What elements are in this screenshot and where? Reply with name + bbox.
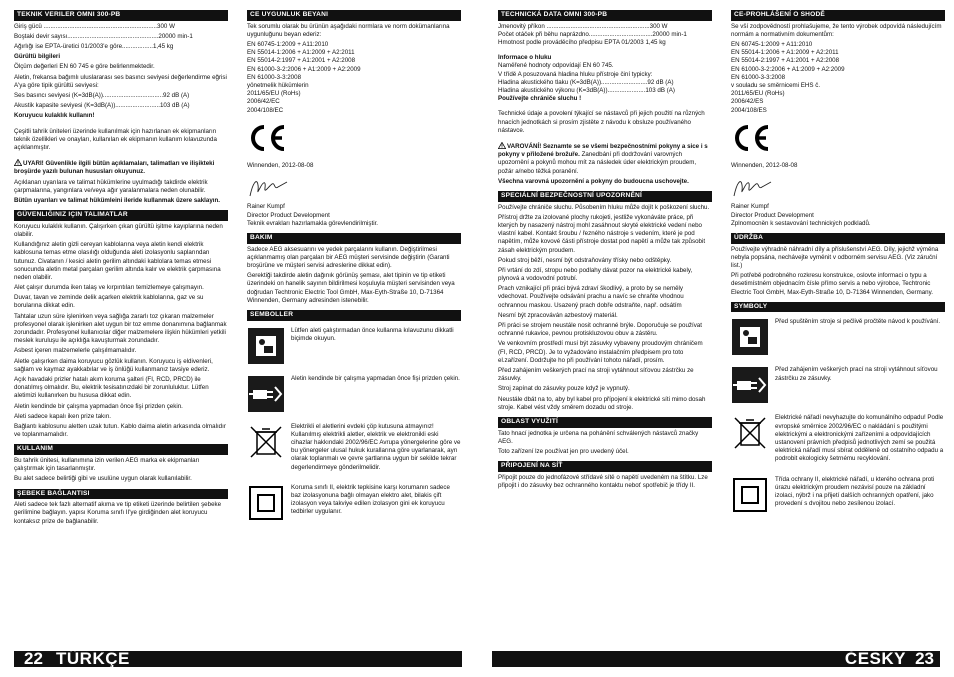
class-ii-square-icon xyxy=(247,484,285,522)
place-date: Winnenden, 2012-08-08 xyxy=(247,161,314,169)
ce-line: 2004/108/EC xyxy=(247,106,284,114)
symbol-row xyxy=(247,327,461,365)
warning-keep-text: Všechna varovná upozornění a pokyny do budoucna uschovejte. xyxy=(498,177,689,185)
safety-para: Asbest içeren malzemelerle çalışılmamalıdır. xyxy=(14,347,137,355)
safety-para: Tahtalar uzun süre işlenirken veya sağlığa zararlı toz çıkaran malzemeler profesyonel olarak işlenirken alet uygun bir toz emme donanımına bağlanmak zorundadır. Profesyonel kullanıcılar diğer malzemelere ilişkin hükümleri yetkili meslek kuruluşu ile açıklığa kavuşturmak zorundadır. xyxy=(14,312,227,345)
warning-bold-text: UYARI! Güvenlikle ilgili bütün açıklamaları, talimatları ve ilişikteki broşürde yazılı bulunan hususları okuyunuz. xyxy=(14,160,215,176)
safety-para: Stroj zapínat do zásuvky pouze když je vypnutý. xyxy=(498,385,630,393)
noise-line: V třídě A posuzovaná hladina hluku přístroje činí typicky: xyxy=(498,70,653,78)
tech-data-header: TECHNICKÁ DATA OMNI 300-PB xyxy=(498,10,712,21)
symbol-text: Koruma sınıfı II, elektrik tepkisine karşı korumanın sadece baz izolasyonuna bağlı olmayan elektro alet, bilakis çift izolasyon veya takviye edilen izolasyon gini ek koruyucu tedbirler uygulanır. xyxy=(291,483,450,516)
tech-line: Giriş gücü ..................................................................300 W xyxy=(14,22,175,30)
safety-header: SPECIÁLNÍ BEZPEČNOSTNÍ UPOZORNĚNÍ xyxy=(498,191,712,202)
safety-para: Ve venkovním prostředí musí být zásuvky vybaveny proudovým chráničem (FI, RCD, PRCD). Je to vyžadováno instalačním předpisem pro toto el.zařízení. Dodržujte ho při používání tohoto nářadí, prosím. xyxy=(498,340,703,364)
safety-header: GÜVENLIĞINIZ IÇIN TALIMATLAR xyxy=(14,210,228,221)
ce-section xyxy=(247,23,461,228)
tech-line: Gürültü bilgileri xyxy=(14,53,61,61)
symbol-row xyxy=(247,375,461,413)
ce-line: 2011/65/EU (RoHs) xyxy=(247,90,301,98)
language-label: ČESKY xyxy=(844,649,906,668)
ce-mark-icon xyxy=(731,123,771,153)
noise-line: Naměřené hodnoty odpovídají EN 60 745. xyxy=(498,62,614,70)
right-column-2 xyxy=(731,10,945,524)
ce-line: Se vší zodpovědností prohlašujeme, že tento výrobek odpovídá následujícím normám a normativním dokumentům: xyxy=(731,22,942,38)
safety-section xyxy=(498,204,712,412)
noise-title: Informace o hluku xyxy=(498,54,552,62)
safety-para: Pokud stroj běží, nesmí být odstraňovány třísky nebo odštěpky. xyxy=(498,256,672,264)
symbol-row xyxy=(731,476,945,514)
symbol-text: Třída ochrany II, elektrické nářadí, u kterého ochrana proti úrazu elektrickým proudem nezávisí pouze na základní izolaci, nýbrž i na přijetí dalších ochranných opatření, jako provedení s dvojitou nebo zesílenou izolací. xyxy=(775,475,935,508)
ce-line: EN 55014-1:2006 + A1:2009 + A2:2011 xyxy=(247,49,355,57)
warning-bold-text: VAROVÁNÍ! Seznamte se se všemi bezpečnostními pokyny a sice i s pokyny v přiložené brožuře. xyxy=(498,142,708,159)
safety-para: Kullandığınız aletin gizli cereyan kablolarına veya aletin kendi elektrik kablosuna temas etme olasılığı olduğunda aleti izolasyonlu saplarından tutunuz. Civatanın / kesici aletin gerilim altındaki kablolara temas etmesi sonucunda aletin metal parçaları gerilim altında kalır ve elektrik çarpmasına neden olabilir. xyxy=(14,241,221,281)
tech-line: Ağırlığı ise EPTA-üretici 01/2003'e göre..................1,45 kg xyxy=(14,43,174,51)
noise-line: Používejte chrániče sluchu ! xyxy=(498,95,582,103)
symbol-row xyxy=(731,366,945,404)
ce-line: Tek sorumlu olarak bu ürünün aşağıdaki normlara ve norm dokümanlarına uygunluğunu beyan ederiz: xyxy=(247,22,450,38)
ce-line: EN 61000-3-3:2008 xyxy=(731,73,786,81)
signer-name: Rainer Kumpf xyxy=(247,203,285,211)
safety-section xyxy=(14,223,228,440)
mains-header: ŞEBEKE BAĞLANTISI xyxy=(14,489,228,500)
ce-line: EN 60745-1:2009 + A11:2010 xyxy=(731,41,813,49)
safety-para: Před zahájením veškerých prací na stroji vytáhnout síťovou zástrčku ze zásuvky. xyxy=(498,366,694,383)
usage-para: Bu alet sadece belirtiği gibi ve usulüne uygun olarak kullanılabilir. xyxy=(14,475,192,483)
safety-para: Duvar, tavan ve zeminde delik açarken elektrik kablolarına, gaz ve su borularına dikkat edin. xyxy=(14,294,204,310)
ce-line: EN 61000-3-2:2006 + A1:2009 + A2:2009 xyxy=(731,65,845,73)
ce-line: 2006/42/EC xyxy=(247,98,280,106)
ce-line: EN 55014-2:1997 + A1:2001 + A2:2008 xyxy=(247,57,356,65)
usage-para: Toto zařízení lze používat jen pro uvedený účel. xyxy=(498,447,629,455)
ce-mark-icon xyxy=(247,123,287,153)
safety-para: Používejte chrániče sluchu. Působením hluku může dojít k poškození sluchu. xyxy=(498,203,710,211)
symbol-text: Lütfen aleti çalıştırmadan önce kullanma kılavuzunu dikkatli biçimde okuyun. xyxy=(291,326,454,342)
maintenance-para: Sadece AEG aksesuarını ve yedek parçalarını kullanın. Değiştirilmesi açıklanmamış olan parçaları bir AEG müşteri servisinde değiştirin (Garanti broşürüne ve müşteri servisi adreslerine dikkat edin). xyxy=(247,245,450,269)
safety-para: Açık havadaki prizler hatalı akım koruma şalteri (FI, RCD, PRCD) ile donatılmış olmalıdır. Bu, elektrik tesisatınızdaki bir zorunluluktur. Lütfen aletimizi kullanırken bu hususa dikkat edin. xyxy=(14,375,209,400)
signer-name: Rainer Kumpf xyxy=(731,203,769,211)
right-page xyxy=(484,10,954,677)
read-manual-icon xyxy=(247,327,285,365)
ce-line: 2006/42/ES xyxy=(731,98,764,106)
mains-text: Aleti sadece tek fazlı alternatif akıma ve tip etiketi üzerinde belirtilen şebeke gerilimine bağlayın. yapısı Koruma sınıfı II'ye girdiğinden alet koruyucu kontaksız prize de bağlanabilir. xyxy=(14,501,222,525)
symbol-row xyxy=(731,318,945,356)
symbols-header: SYMBOLY xyxy=(731,302,945,313)
symbol-text: Aletin kendinde bir çalışma yapmadan önce fişi prizden çekin. xyxy=(291,374,460,382)
tech-note: Çeşitli tahrik üniteleri üzerinde kullanılmak için hazırlanan ek ekipmanların teknik özellikleri ve onayları, kullanılan ek ekipmanın kullanım kılavuzunda açıklanmıştır. xyxy=(14,127,217,151)
signer-note: Zplnomocněn k sestavování technických podkladů. xyxy=(731,219,871,227)
page-number: 23 xyxy=(915,649,934,668)
mains-header: PŘIPOJENÍ NA SÍŤ xyxy=(498,461,712,472)
usage-header: OBLAST VYUŽITÍ xyxy=(498,417,712,428)
usage-header: KULLANIM xyxy=(14,444,228,455)
maintenance-para: Používejte výhradně náhradní díly a příslušenství AEG. Díly, jejichž výměna nebyla popsána, nechávejte vyměnit v odborném servisu AEG. (Viz záruční list.) xyxy=(731,245,939,269)
tech-line: Ölçüm değerleri EN 60 745 e göre belirlenmektedir. xyxy=(14,63,155,71)
class-ii-square-icon xyxy=(731,476,769,514)
ce-line: EN 55014-2:1997 + A1:2001 + A2:2008 xyxy=(731,57,840,65)
symbols-header: SEMBOLLER xyxy=(247,310,461,321)
safety-para: Při vrtání do zdí, stropu nebo podlahy dávat pozor na elektrické kabely, plynová a vodovodní potrubí. xyxy=(498,266,693,283)
tech-line: Akustik kapasite seviyesi (K=3dB(A))..........................103 dB (A) xyxy=(14,102,190,110)
crossed-bin-icon xyxy=(731,414,769,452)
usage-para: Tato hnací jednotka je určena na pohánění schválených nástavců značky AEG. xyxy=(498,429,699,445)
page-number: 22 xyxy=(24,649,43,668)
warning-text: Zanedbání při dodržování varovných upozornění a pokynů mohou mít za následek úder elektrickým proudem, požár a/nebo těžká poranění. xyxy=(498,151,697,175)
safety-para: Bağlantı kablosunu aletten uzak tutun. Kablo daima aletin arkasında olmalıdır ve toplanmamalıdır. xyxy=(14,422,226,439)
signer-note: Teknik evrakları hazırlamakla görevlendirilmiştir. xyxy=(247,219,379,227)
place-date: Winnenden, 2012-08-08 xyxy=(731,161,798,169)
maintenance-section xyxy=(247,246,461,305)
ce-line: v souladu se směrnicemi EHS č. xyxy=(731,82,821,90)
symbol-row xyxy=(247,484,461,522)
maintenance-para: Gerektiği takdirde aletin dağınık görünüş şeması, alet tipinin ve tip etiketi üzerindeki on hanelik sayının bildirilmesi koşuluyla müşteri servisinden veya doğrudan Techtronic Electric Tool GmbH, Max-Eyth-Straße 10, D-71364 Winnenden, Germany adresinden istenebilir. xyxy=(247,272,455,304)
noise-line: Hladina akustického výkonu (K=3dB(A))......................103 dB (A) xyxy=(498,87,675,95)
tech-note: Technické údaje a povolení týkající se nástavců při jejich použití na různých hnacích jednotkách si prosím zjistěte z návodu k obsluze používaného nástavce. xyxy=(498,110,705,134)
signature-icon xyxy=(731,176,789,198)
ce-line: EN 61000-3-3:2008 xyxy=(247,73,302,81)
mains-section xyxy=(14,501,228,526)
symbol-text: Elektrické nářadí nevyhazujte do komunálního odpadu! Podle evropské směrnice 2002/96/EC o nakládání s použitými elektrickými a elektronickými zařízeními a odpovídajících ustanovení právních předpisů jednotlivých zemí se použitá elektrická nářadí musí sbírat odděleně od ostatního odpadu a podrobit ekologicky šetrnému recyklování. xyxy=(775,414,944,463)
maintenance-section xyxy=(731,246,945,297)
tech-data-lines xyxy=(498,23,712,135)
unplug-icon xyxy=(731,366,769,404)
maintenance-header: ÚDRŽBA xyxy=(731,233,945,244)
left-page xyxy=(0,10,470,677)
mains-text: Připojit pouze do jednofázové střídavé sítě o napětí uvedeném na štítku. Lze připojit i do zásuvky bez ochranného kontaktu neboť spotřebič je třídy II. xyxy=(498,473,708,490)
usage-section xyxy=(498,430,712,457)
warning-block xyxy=(498,142,712,186)
left-column-1 xyxy=(14,10,228,531)
symbol-text: Před spuštěním stroje si pečlivě pročtěte návod k používání. xyxy=(775,318,941,326)
signature-icon xyxy=(247,176,305,198)
maintenance-para: Při potřebě podrobného rozkresu konstrukce, oslovte informaci o typu a desetimístném objednacím čísle přímo servis a nebo výrobce, Techtronic Electric Tool GmbH, Max-Eyth-Straße 10, D-71364 Winnenden, Germany. xyxy=(731,272,933,296)
tech-data-header: TEKNIK VERILER OMNI 300-PB xyxy=(14,10,228,21)
read-manual-icon xyxy=(731,318,769,356)
warning-block xyxy=(14,159,228,205)
safety-para: Při práci se strojem neustále nosit ochranné brýle. Doporučuje se používat ochranné rukavice, pevnou protiskluzovou obuv a zástěru. xyxy=(498,322,702,338)
tech-line: Počet otáček při běhu naprázdno.....................................20000 min-1 xyxy=(498,30,687,38)
maintenance-header: BAKIM xyxy=(247,233,461,244)
safety-para: Neustále dbát na to, aby byl kabel pro přípojení k elektrické síti mimo dosah stroje. Kabel vést vždy směrem dozadu od stroje. xyxy=(498,395,706,411)
tech-line: Jmenovitý příkon ............................................................300 W xyxy=(498,22,668,30)
tech-data-lines xyxy=(14,23,228,152)
warning-triangle-icon xyxy=(498,142,506,149)
symbol-text: Elektrikli el aletlerini evdeki çöp kutusuna atmayınız! Kullanılmış elektrikli aletler, elektrik ve elektronikli eski cihazlar hakkındaki 2002/96/EC Avrupa yönergelerine göre ve bu yönergeler ulusal hukuk kurallarına göre uyarlanarak, ayrı olarak toplanmalı ve çevre şartlarına uygun bir sekilde tekrar degerlendirmeye gönderilmelidir. xyxy=(291,422,461,471)
tech-line: Ses basıncı seviyesi (K=3dB(A))...................................92 dB (A) xyxy=(14,92,190,100)
safety-para: Aletle çalışırken daima koruyucu gözlük kullanın. Koruyucu iş eldivenleri, sağlam ve kaymaz ayakkabılar ve iş önlüğü kullanmanız tavsiye ederiz. xyxy=(14,357,213,373)
ce-header: CE UYGUNLUK BEYANI xyxy=(247,10,461,21)
usage-section xyxy=(14,457,228,484)
safety-para: Aletin kendinde bir çalışma yapmadan önce fişi prizden çekin. xyxy=(14,402,183,410)
ce-line: 2011/65/EU (RoHs) xyxy=(731,90,785,98)
symbol-row xyxy=(731,414,945,465)
safety-para: Prach vznikající při práci bývá zdraví škodlivý, a proto by se neměly vdechovat. Používejte odsávání prachu a navíc se chraňte vhodnou ochrannou maskou. Usazený prach dobře odstraňte, např. odsátím xyxy=(498,285,684,309)
ce-line: yönetmelik hükümlerin xyxy=(247,82,309,90)
safety-para: Aleti sadece kapalı iken prize takın. xyxy=(14,412,111,420)
tech-line: Hmotnost podle prováděcího předpisu EPTA 01/2003 1,45 kg xyxy=(498,39,666,47)
ce-line: EN 60745-1:2009 + A11:2010 xyxy=(247,41,329,49)
warning-text: Açıklanan uyarılara ve talimat hükümlerine uyulmadığı takdirde elektrik çarpmalarına, yangınlara ve/veya ağır yaralanmalara neden olunabilir. xyxy=(14,178,208,194)
symbol-text: Před zahájením veškerých prací na stroji vytáhnout síťovou zástrčku ze zásuvky. xyxy=(775,366,938,382)
usage-para: Bu tahrik ünitesi, kullanımına izin verilen AEG marka ek ekipmanları çalıştırmak için tasarlanmıştır. xyxy=(14,456,200,473)
left-footer-bar xyxy=(14,651,462,667)
signer-title: Director Product Development xyxy=(247,211,330,219)
right-footer-bar xyxy=(492,651,940,667)
safety-para: Alet çalışır durumda iken talaş ve kırpıntıları temizlemeye çalışmayın. xyxy=(14,284,204,292)
left-column-2 xyxy=(247,10,461,532)
symbol-row xyxy=(247,423,461,474)
warning-keep-text: Bütün uyarıları ve talimat hükümleini ileride kullanmak üzere saklayın. xyxy=(14,196,220,204)
language-label: TÜRKÇE xyxy=(56,649,130,668)
ce-section xyxy=(731,23,945,228)
tech-line: Aletin, frekansa bağımlı uluslararası ses basıncı seviyesi değerlendirme eğrisi A'ya göre tipik gürültü seviyesi: xyxy=(14,73,227,89)
noise-line: Hladina akustického tlaku (K=3dB(A))...........................92 dB (A) xyxy=(498,78,674,86)
warning-triangle-icon xyxy=(14,159,22,166)
safety-para: Přístroj držte za izolované plochy rukojeti, jestliže vykonáváte práce, při kterých by nasazený nástroj mohl zasáhnout skryté elektrické vedení nebo vlastní kabel. Kontakt šroubu / řezného nástroje s vedením, které je pod napětím, může kovové části přístroje dostat pod napětí a může tak způsobit zásah elektrickým proudem. xyxy=(498,213,706,254)
ce-header: CE-PROHLÁŠENÍ O SHODĚ xyxy=(731,10,945,21)
ce-line: EN 55014-1:2006 + A1:2009 + A2:2011 xyxy=(731,49,839,57)
crossed-bin-icon xyxy=(247,423,285,461)
ce-line: 2004/108/ES xyxy=(731,106,767,114)
right-column-1 xyxy=(498,10,712,495)
mains-section xyxy=(498,474,712,490)
ce-line: EN 61000-3-2:2006 + A1:2009 + A2:2009 xyxy=(247,65,361,73)
safety-para: Nesmí být zpracováván azbestový materiál. xyxy=(498,311,618,319)
unplug-icon xyxy=(247,375,285,413)
tech-line: Koruyucu kulaklık kullanın! xyxy=(14,112,95,120)
signer-title: Director Product Development xyxy=(731,211,814,219)
safety-para: Koruyucu kulaklık kullanın. Çalışırken çıkan gürültü işitme kayıplarına neden olabilir. xyxy=(14,222,223,238)
tech-line: Boştaki devir sayısı.....................................................20000 min-1 xyxy=(14,32,193,40)
